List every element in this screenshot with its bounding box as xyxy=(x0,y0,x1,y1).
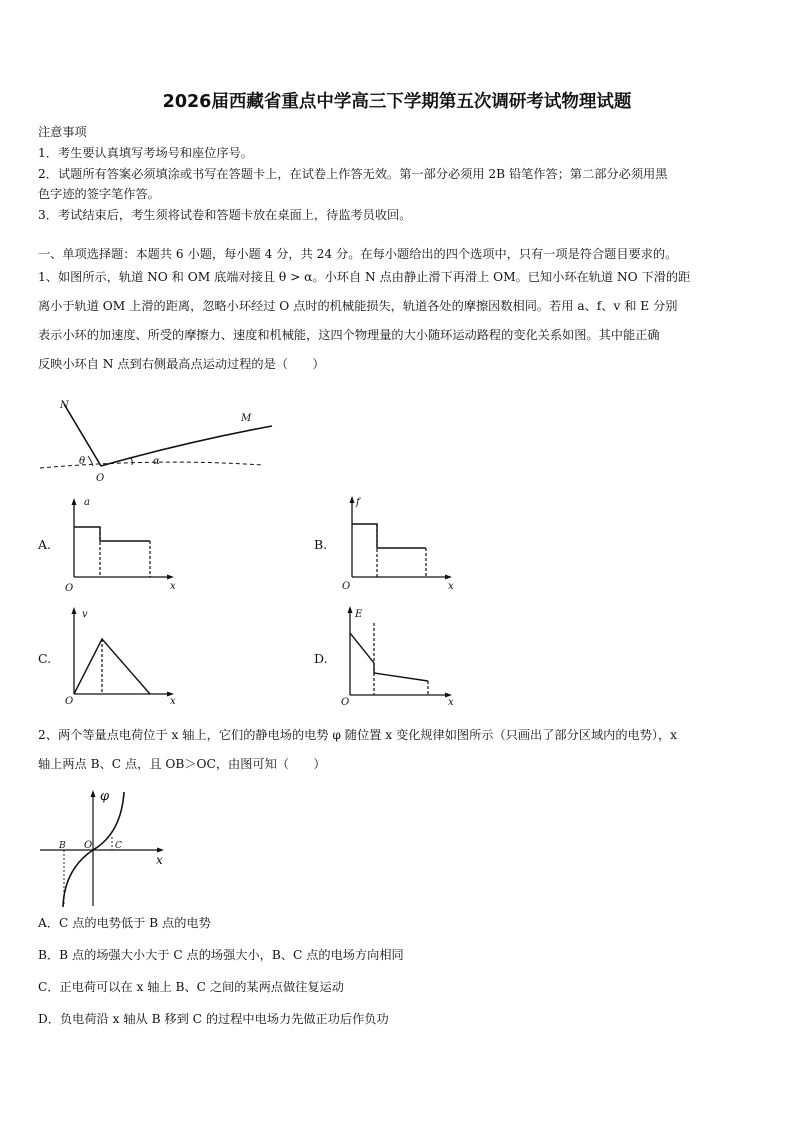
option-d-label[interactable]: D. xyxy=(314,651,328,666)
question-1-line-3: 表示小环的加速度、所受的摩擦力、速度和机械能，这四个物理量的大小随环运动路程的变化关系如图。其中能正确 xyxy=(38,328,660,342)
label-N: N xyxy=(60,400,69,411)
notice-heading: 注意事项 xyxy=(38,125,87,139)
horizontal-dashed xyxy=(40,462,262,468)
option-a-ylabel: a xyxy=(84,497,90,508)
notice-item-2-cont: 色字迹的签字笔作答。 xyxy=(38,187,160,201)
question-2-line-1: 2、两个等量点电荷位于 x 轴上，它们的静电场的电势 φ 随位置 x 变化规律如图所示（只画出了部分区域内的电势），x xyxy=(38,728,678,742)
option-b-xlabel: x xyxy=(448,581,454,592)
option-a-label[interactable]: A. xyxy=(38,537,52,552)
potential-graph xyxy=(38,782,168,912)
graph-label-O: O xyxy=(84,840,93,851)
label-O: O xyxy=(96,473,105,484)
choice-b[interactable]: B．B 点的场强大小大于 C 点的场强大小，B、C 点的电场方向相同 xyxy=(38,948,404,962)
option-a-graph xyxy=(62,495,182,593)
option-c-xlabel: x xyxy=(170,696,176,707)
graph-xlabel: x xyxy=(156,853,163,867)
question-1-line-4: 反映小环自 N 点到右侧最高点运动过程的是（ ） xyxy=(38,357,325,371)
label-M: M xyxy=(241,413,252,424)
option-b-label[interactable]: B. xyxy=(314,537,328,552)
option-b-graph xyxy=(340,493,460,591)
graph-label-C: C xyxy=(115,841,122,851)
choice-a[interactable]: A．C 点的电势低于 B 点的电势 xyxy=(38,916,211,930)
track-om xyxy=(101,426,272,466)
option-b-curve xyxy=(352,524,426,548)
option-c-curve xyxy=(74,639,150,694)
option-c-label[interactable]: C. xyxy=(38,651,52,666)
option-a-xlabel: x xyxy=(170,581,176,592)
question-2-line-2: 轴上两点 B、C 点，且 OB＞OC，由图可知（ ） xyxy=(38,757,326,771)
notice-item-2: 2．试题所有答案必须填涂或书写在答题卡上，在试卷上作答无效。第一部分必须用 2B 铅笔作答；第二部分必须用黑 xyxy=(38,167,668,181)
option-c-graph xyxy=(62,604,182,707)
choice-d[interactable]: D．负电荷沿 x 轴从 B 移到 C 的过程中电场力先做正功后作负功 xyxy=(38,1012,389,1026)
notice-item-3: 3．考试结束后，考生须将试卷和答题卡放在桌面上，待监考员收回。 xyxy=(38,208,412,222)
question-1-line-1: 1、如图所示，轨道 NO 和 OM 底端对接且 θ > α。小环自 N 点由静止滑下再滑上 OM。已知小环在轨道 NO 下滑的距 xyxy=(38,270,691,284)
option-d-origin: O xyxy=(341,697,350,708)
option-d-graph xyxy=(338,603,460,708)
option-a-origin: O xyxy=(65,583,74,594)
question-1-line-2: 离小于轨道 OM 上滑的距离，忽略小环经过 O 点时的机械能损失，轨道各处的摩擦因数相同。若用 a、f、v 和 E 分别 xyxy=(38,299,678,313)
option-d-curve xyxy=(350,633,428,681)
question-2-text xyxy=(38,721,756,779)
notice-item-1: 1．考生要认真填写考场号和座位序号。 xyxy=(38,146,253,160)
label-theta: θ xyxy=(79,456,86,467)
section-heading: 一、单项选择题：本题共 6 小题，每小题 4 分，共 24 分。在每小题给出的四个选项中，只有一项是符合题目要求的。 xyxy=(38,247,678,261)
option-c-origin: O xyxy=(65,696,74,707)
choice-c[interactable]: C．正电荷可以在 x 轴上 B、C 之间的某两点做往复运动 xyxy=(38,980,344,994)
graph-ylabel: φ xyxy=(100,789,110,804)
exam-title: 2026届西藏省重点中学高三下学期第五次调研考试物理试题 xyxy=(162,92,632,112)
question-1-text xyxy=(38,263,756,379)
label-alpha: α xyxy=(153,456,160,467)
option-d-ylabel: E xyxy=(355,609,363,620)
track-diagram xyxy=(36,394,276,486)
option-c-ylabel: v xyxy=(82,609,88,620)
option-b-origin: O xyxy=(342,581,351,592)
option-d-xlabel: x xyxy=(448,697,454,708)
graph-label-B: B xyxy=(59,841,66,851)
option-a-curve xyxy=(74,527,150,541)
option-b-ylabel: f xyxy=(356,497,360,508)
